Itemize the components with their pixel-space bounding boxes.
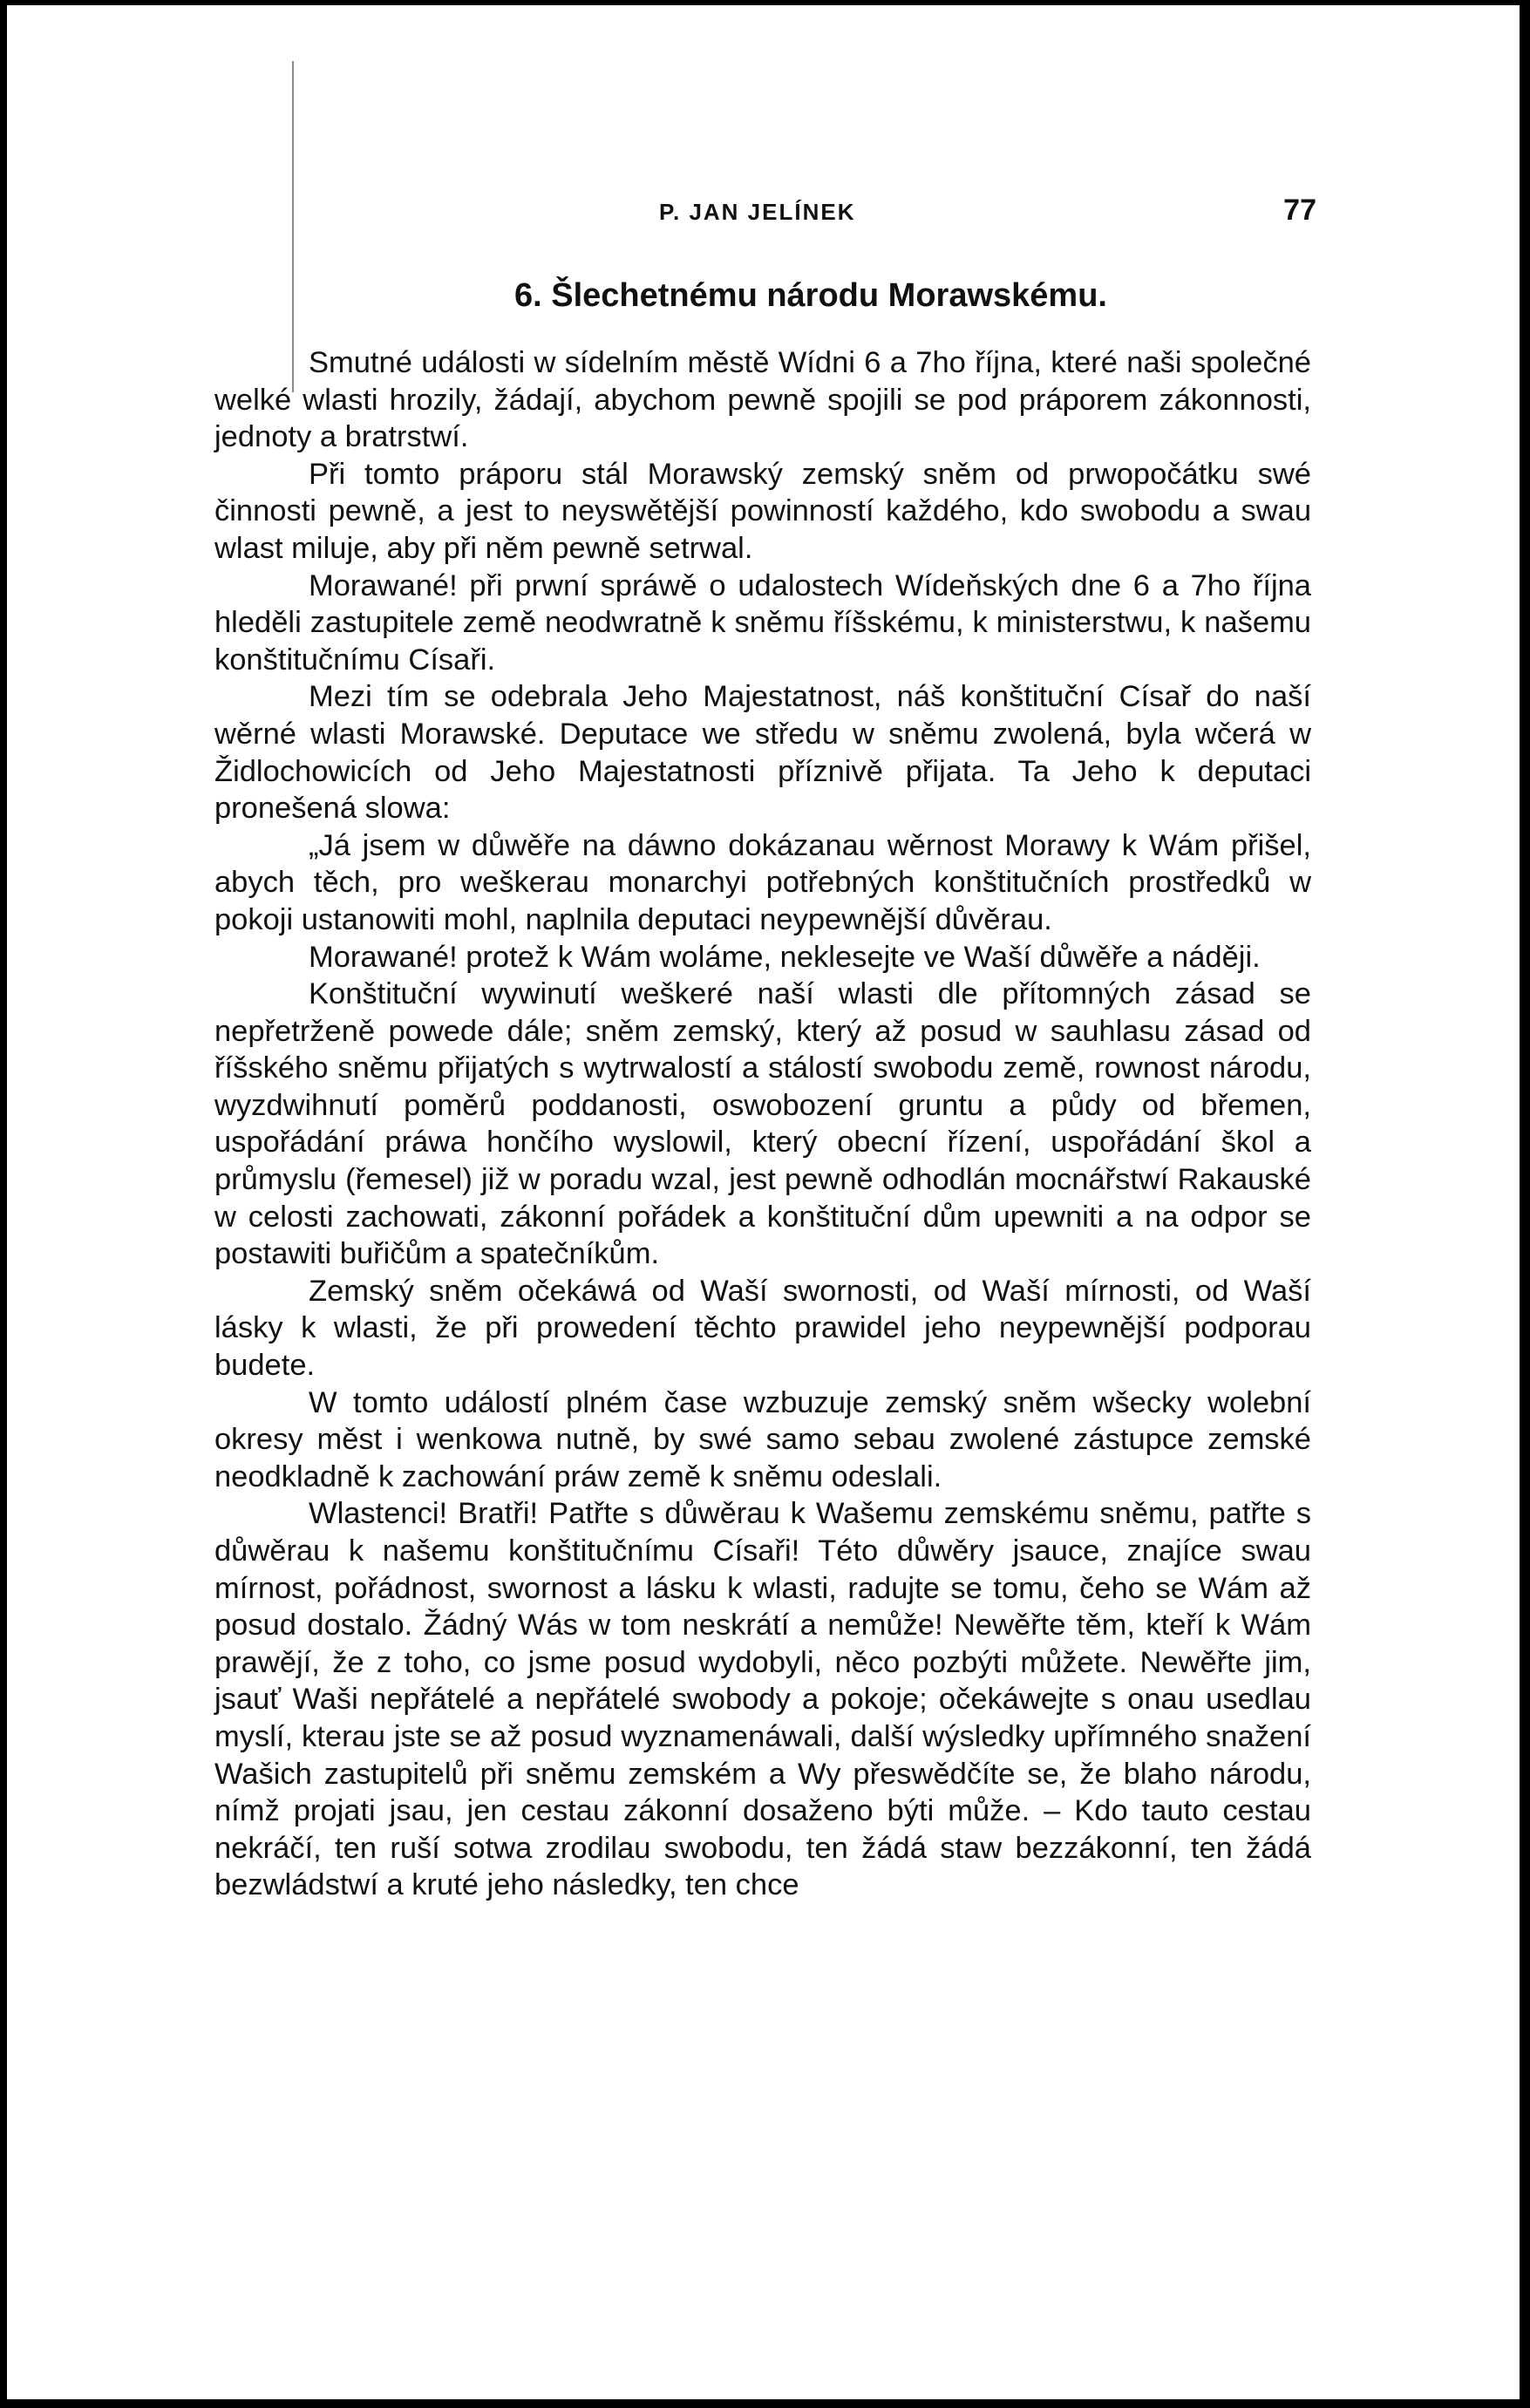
paragraph: Mezi tím se odebrala Jeho Majestatnost, náš konštituční Císař do naší wěrné wlasti Morawské. Deputace we středu w sněmu zwolená, byla wčerá w Židlochowicích od Jeho Majestatnosti příznivě přijata. Ta Jeho k deputaci pronešená slowa:	[214, 680, 1311, 826]
binding-gutter-line	[292, 61, 294, 392]
paragraph: Wlastenci! Bratři! Patřte s důwěrau k Wašemu zemskému sněmu, patřte s důwěrau k našemu konštitučnímu Císaři! Této důwěry jsauce, znajíce swau mírnost, pořádnost, swornost a lásku k wlasti, radujte se tomu, čeho se Wám až posud dostalo. Žádný Wás w tom neskrátí a nemůže! Newěřte těm, kteří k Wám prawějí, že z toho, co jsme posud wydobyli, něco pozbýti můžete. Newěřte jim, jsauť Waši nepřátelé a nepřátelé swobody a pokoje; očekáwejte s onau usedlau myslí, kterau jste se až posud wyznamenáwali, další wýsledky upřímného snažení Wašich zastupitelů při sněmu zemském a Wy přeswědčíte se, že blaho národu, nímž projati jsau, jen cestau zákonní dosaženo býti může. – Kdo tauto cestau nekráčí, ten ruší sotwa zrodilau swobodu, ten žádá staw bezzákonní, ten žádá bezwládstwí a kruté jeho následky, ten chce	[214, 1497, 1311, 1902]
body-text	[214, 344, 1311, 1904]
paragraph: Morawané! protež k Wám woláme, neklesejte ve Waší důwěře a náději.	[309, 940, 1261, 974]
paragraph: Morawané! při prwní spráwě o udalostech Wídeňských dne 6 a 7ho října hleděli zastupitele země neodwratně k sněmu říšskému, k ministerstwu, k našemu konštitučnímu Císaři.	[214, 568, 1311, 677]
paragraph: Konštituční wywinutí weškeré naší wlasti dle přítomných zásad se nepřetrženě powede dále; sněm zemský, který až posud w sauhlasu zásad od říšského sněmu přijatých s wytrwalostí a stálostí swobodu země, rownost národu, wyzdwihnutí poměrů poddanosti, oswobození gruntu a půdy od břemen, uspořádání práwa hončího wyslowil, který obecní řízení, uspořádání škol a průmyslu (řemesel) již w poradu wzal, jest pewně odhodlán mocnářstwí Rakauské w celosti zachowati, zákonní pořádek a konštituční dům upewniti a na odpor se postawiti buřičům a spatečníkům.	[214, 977, 1311, 1271]
paragraph: „Já jsem w důwěře na dáwno dokázanau wěrnost Morawy k Wám přišel, abych těch, pro weškerau monarchyi potřebných konštitučních prostředků w pokoji ustanowiti mohl, naplnila deputaci neypewnější důvěrau.	[214, 828, 1311, 936]
paragraph: Zemský sněm očekáwá od Waší swornosti, od Waší mírnosti, od Waší lásky k wlasti, že při prowedení těchto prawidel jeho neypewnější podporau budete.	[214, 1274, 1311, 1383]
page-number: 77	[1283, 194, 1316, 227]
section-title: 6. Šlechetnému národu Morawskému.	[514, 277, 1107, 314]
running-head: P. JAN JELÍNEK	[659, 199, 856, 225]
page-header	[305, 194, 1316, 228]
paragraph: W tomto událostí plném čase wzbuzuje zemský sněm wšecky wolební okresy měst i wenkowa nutně, by swé samo sebau zwolené zástupce zemské neodkladně k zachowání práw země k sněmu odeslali.	[214, 1385, 1311, 1493]
paragraph: Při tomto práporu stál Morawský zemský sněm od prwopočátku swé činnosti pewně, a jest to neyswětější powinností každého, kdo swobodu a swau wlast miluje, aby při něm pewně setrwal.	[214, 457, 1311, 565]
paragraph: Smutné události w sídelním městě Wídni 6 a 7ho října, které naši společné welké wlasti hrozily, žádají, abychom pewně spojili se pod práporem zákonnosti, jednoty a bratrstwí.	[214, 346, 1311, 454]
